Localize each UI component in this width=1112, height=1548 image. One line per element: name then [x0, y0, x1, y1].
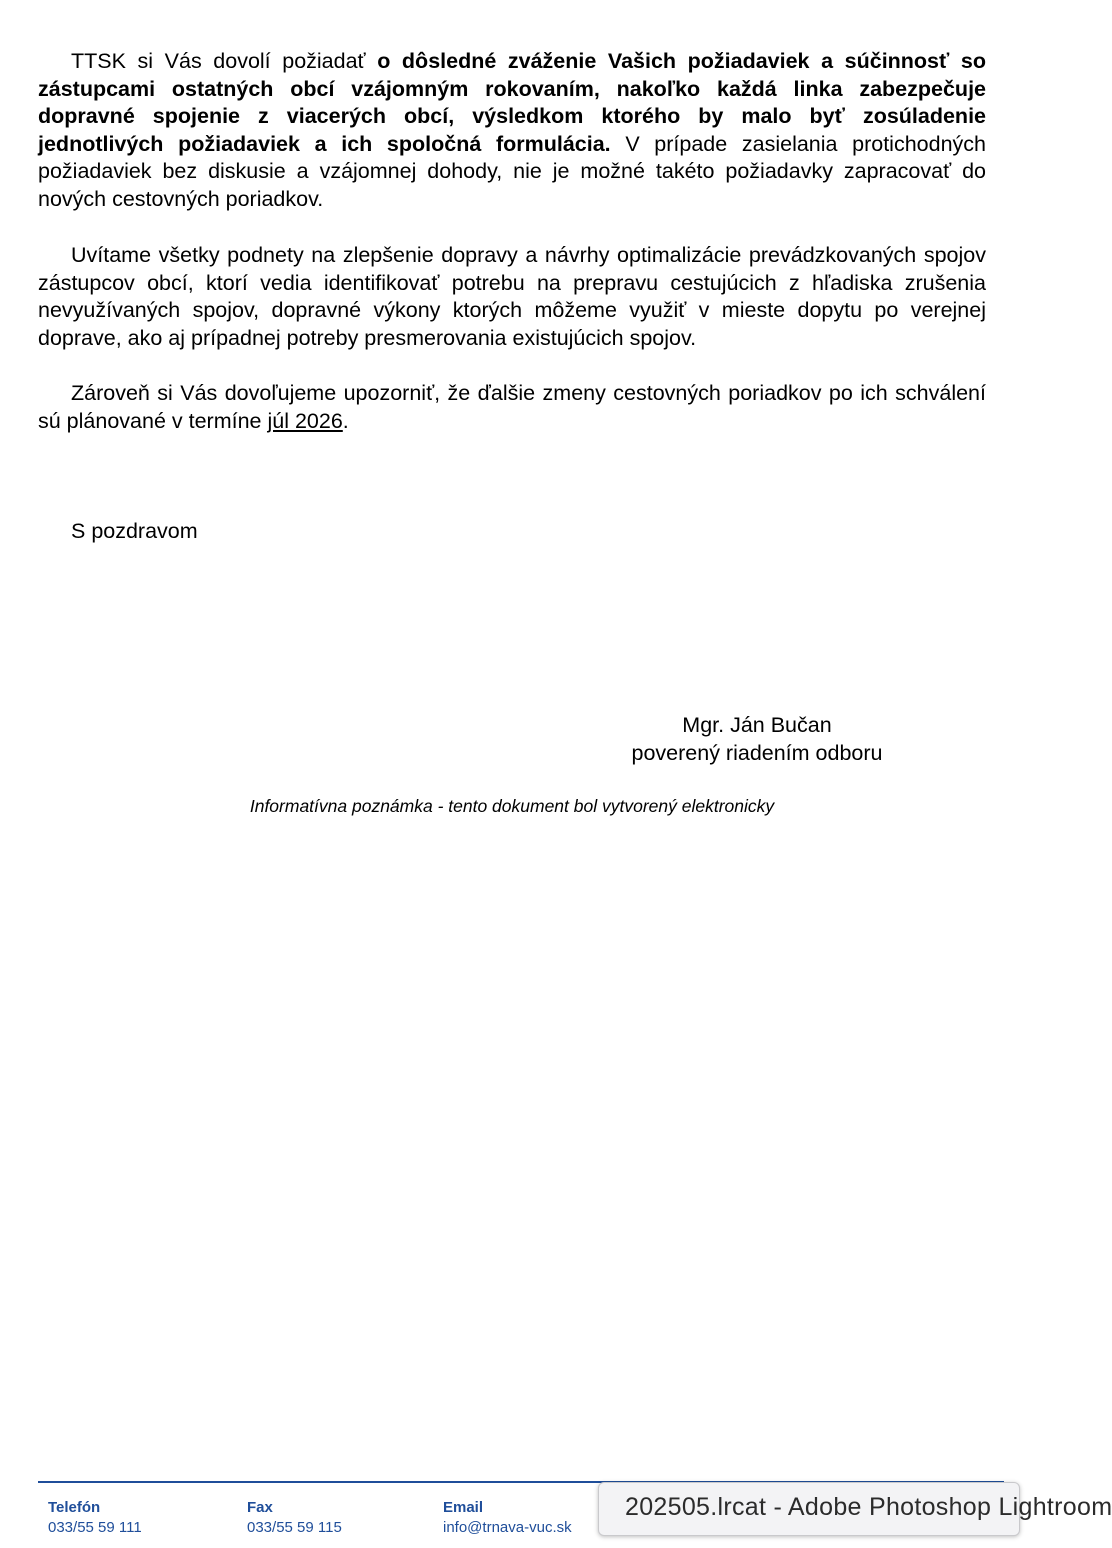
- footer-phone-value: 033/55 59 111: [48, 1519, 142, 1536]
- footer-fax-value: 033/55 59 115: [247, 1519, 342, 1536]
- signer-role: poverený riadením odboru: [631, 741, 883, 765]
- planned-date: júl 2026: [267, 408, 343, 433]
- footer-phone-label: Telefón: [48, 1499, 101, 1516]
- paragraph-3-end: .: [342, 408, 349, 433]
- paragraph-1-rest: V prípade zasielania protichodných požiadaviek bez diskusie a vzájomnej dohody, nie je možné takéto požiadavky zapracovať do nových cestovných poriadkov.: [38, 131, 986, 211]
- window-title-tooltip: [598, 1482, 1112, 1536]
- paragraph-next-changes-notice: [38, 380, 986, 435]
- paragraph-coordination-request: [38, 48, 986, 214]
- footer-email: [443, 1498, 572, 1538]
- paragraph-1-lead: TTSK si Vás dovolí požiadať: [71, 49, 378, 73]
- paragraph-1-bold-emphasis: o dôsledné zváženie Vašich požiadaviek a súčinnosť so zástupcami ostatných obcí vzájomným rokovaním, nakoľko každá linka zabezpečuje dopravné spojenie z viacerých obcí, výsledkom ktorého by malo byť zosúladenie jednotlivých požiadaviek a ich spoločná formulácia.: [38, 49, 986, 156]
- footer-fax-label: Fax: [247, 1499, 273, 1516]
- footer-fax: [247, 1498, 342, 1538]
- signature-block: [580, 711, 934, 767]
- paragraph-3-lead: Zároveň si Vás dovoľujeme upozorniť, že ďalšie zmeny cestovných poriadkov po ich schválení sú plánované v termíne: [38, 381, 986, 433]
- electronic-document-note: Informatívna poznámka - tento dokument bol vytvorený elektronicky: [249, 796, 775, 816]
- paragraph-suggestions-welcome: Uvítame všetky podnety na zlepšenie dopravy a návrhy optimalizácie prevádzkovaných spojov zástupcov obcí, ktorí vedia identifikovať potrebu na prepravu cestujúcich z hľadiska zrušenia nevyužívaných spojov, dopravné výkony ktorých môžeme využiť v mieste dopytu po verejnej doprave, ako aj prípadnej potreby presmerovania existujúcich spojov.: [38, 243, 986, 350]
- footer-email-label: Email: [443, 1499, 484, 1516]
- footer-phone: [48, 1498, 142, 1538]
- footer-email-link[interactable]: info@trnava-vuc.sk: [443, 1519, 572, 1536]
- signer-name: Mgr. Ján Bučan: [682, 713, 832, 737]
- tooltip-text: 202505.lrcat - Adobe Photoshop Lightroom: [625, 1493, 1112, 1521]
- greeting: S pozdravom: [71, 519, 198, 543]
